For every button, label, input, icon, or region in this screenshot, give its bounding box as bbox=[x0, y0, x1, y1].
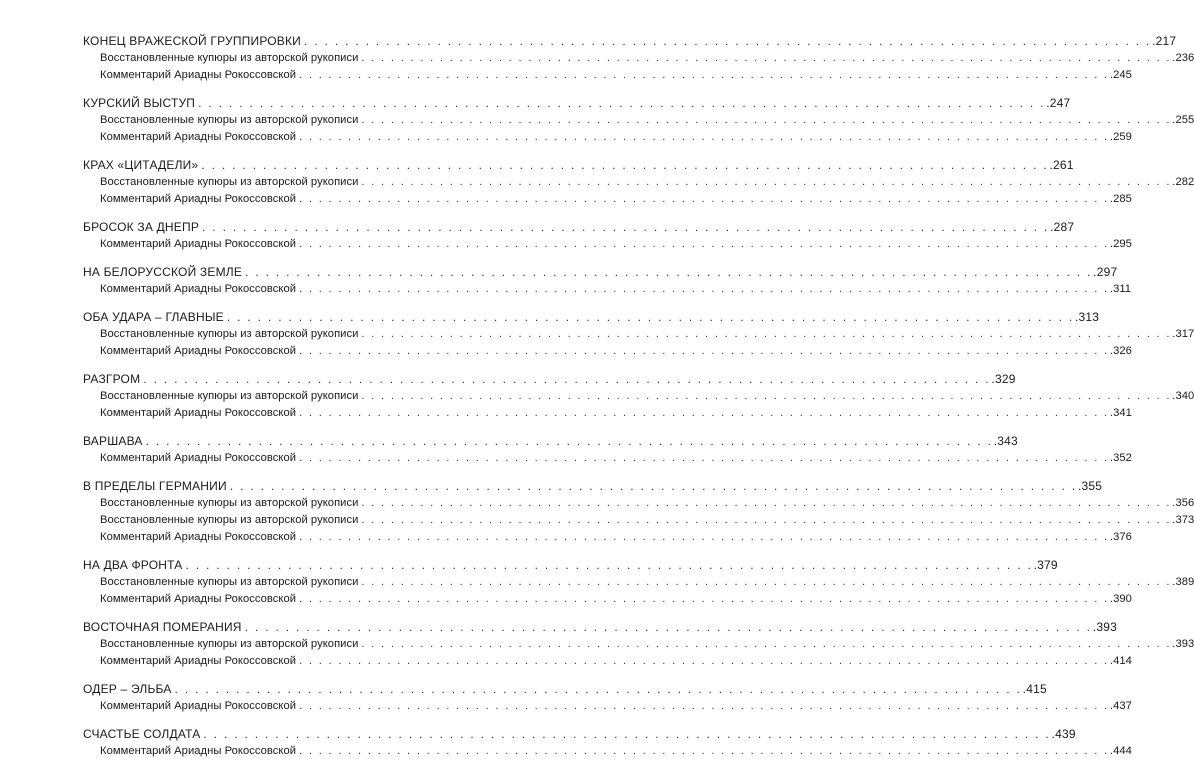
toc-subentry[interactable] bbox=[83, 67, 1132, 84]
toc-subentry[interactable] bbox=[83, 388, 1194, 405]
toc-section bbox=[83, 681, 1132, 715]
toc-section bbox=[83, 433, 1132, 467]
subentry-label: Комментарий Ариадны Рокоссовской bbox=[100, 452, 297, 464]
subentry-label: Восстановленные купюры из авторской рукописи bbox=[100, 514, 359, 526]
page-number: .317 bbox=[1172, 328, 1194, 340]
subentry-label: Восстановленные купюры из авторской рукописи bbox=[100, 390, 359, 402]
dot-leader: . . . . . . . . . . . . . . . . . . . . . . . . . . . . . . . . . . . . . . . . . . . . . . . . . . . . . . . . . . . . . . . . . . . . . . . . . . . . . . . . . . . bbox=[299, 69, 1109, 81]
dot-leader: . . . . . . . . . . . . . . . . . . . . . . . . . . . . . . . . . . . . . . . . . . . . . . . . . . . . . . . . . . . . . . . . . . . . . . . . . . . . . . . . . . . bbox=[174, 682, 1022, 696]
page-number: .285 bbox=[1109, 193, 1132, 205]
toc-section bbox=[83, 726, 1132, 760]
chapter-title: СЧАСТЬЕ СОЛДАТА bbox=[83, 727, 201, 741]
dot-leader: . . . . . . . . . . . . . . . . . . . . . . . . . . . . . . . . . . . . . . . . . . . . . . . . . . . . . . . . . . . . . . . . . . . . . . . . . . . . . . . . . . . bbox=[245, 265, 1093, 279]
dot-leader: . . . . . . . . . . . . . . . . . . . . . . . . . . . . . . . . . . . . . . . . . . . . . . . . . . . . . . . . . . . . . . . . . . . . . . . . . . . . . . . . . . . bbox=[201, 158, 1049, 172]
toc-subentry[interactable] bbox=[83, 191, 1132, 208]
dot-leader: . . . . . . . . . . . . . . . . . . . . . . . . . . . . . . . . . . . . . . . . . . . . . . . . . . . . . . . . . . . . . . . . . . . . . . . . . . . . . . . . . . . bbox=[361, 514, 1172, 526]
dot-leader: . . . . . . . . . . . . . . . . . . . . . . . . . . . . . . . . . . . . . . . . . . . . . . . . . . . . . . . . . . . . . . . . . . . . . . . . . . . . . . . . . . . bbox=[203, 727, 1051, 741]
toc-chapter-entry[interactable] bbox=[83, 33, 1177, 50]
toc-chapter-entry[interactable] bbox=[83, 95, 1071, 112]
dot-leader: . . . . . . . . . . . . . . . . . . . . . . . . . . . . . . . . . . . . . . . . . . . . . . . . . . . . . . . . . . . . . . . . . . . . . . . . . . . . . . . . . . . bbox=[361, 497, 1172, 509]
subentry-label: Комментарий Ариадны Рокоссовской bbox=[100, 745, 297, 757]
chapter-title: ОДЕР – ЭЛЬБА bbox=[83, 682, 172, 696]
dot-leader: . . . . . . . . . . . . . . . . . . . . . . . . . . . . . . . . . . . . . . . . . . . . . . . . . . . . . . . . . . . . . . . . . . . . . . . . . . . . . . . . . . . bbox=[185, 558, 1033, 572]
subentry-label: Комментарий Ариадны Рокоссовской bbox=[100, 700, 297, 712]
subentry-label: Комментарий Ариадны Рокоссовской bbox=[100, 593, 297, 605]
chapter-title: НА БЕЛОРУССКОЙ ЗЕМЛЕ bbox=[83, 265, 243, 279]
toc-subentry[interactable] bbox=[83, 529, 1132, 546]
toc-chapter-entry[interactable] bbox=[83, 219, 1075, 236]
page-number: .295 bbox=[1109, 238, 1132, 250]
page-number: .255 bbox=[1172, 114, 1194, 126]
dot-leader: . . . . . . . . . . . . . . . . . . . . . . . . . . . . . . . . . . . . . . . . . . . . . . . . . . . . . . . . . . . . . . . . . . . . . . . . . . . . . . . . . . . bbox=[299, 345, 1109, 357]
toc-subentry[interactable] bbox=[83, 653, 1132, 670]
page-number: .261 bbox=[1049, 158, 1074, 172]
dot-leader: . . . . . . . . . . . . . . . . . . . . . . . . . . . . . . . . . . . . . . . . . . . . . . . . . . . . . . . . . . . . . . . . . . . . . . . . . . . . . . . . . . . bbox=[361, 176, 1172, 188]
toc-subentry[interactable] bbox=[83, 112, 1194, 129]
dot-leader: . . . . . . . . . . . . . . . . . . . . . . . . . . . . . . . . . . . . . . . . . . . . . . . . . . . . . . . . . . . . . . . . . . . . . . . . . . . . . . . . . . . bbox=[299, 655, 1109, 667]
dot-leader: . . . . . . . . . . . . . . . . . . . . . . . . . . . . . . . . . . . . . . . . . . . . . . . . . . . . . . . . . . . . . . . . . . . . . . . . . . . . . . . . . . . bbox=[299, 452, 1109, 464]
toc-chapter-entry[interactable] bbox=[83, 309, 1100, 326]
toc-subentry[interactable] bbox=[83, 405, 1132, 422]
toc-subentry[interactable] bbox=[83, 236, 1132, 253]
toc-chapter-entry[interactable] bbox=[83, 371, 1016, 388]
toc-chapter-entry[interactable] bbox=[83, 681, 1047, 698]
subentry-label: Комментарий Ариадны Рокоссовской bbox=[100, 345, 297, 357]
subentry-label: Комментарий Ариадны Рокоссовской bbox=[100, 69, 297, 81]
page-number: .389 bbox=[1172, 576, 1194, 588]
toc-chapter-entry[interactable] bbox=[83, 478, 1103, 495]
page-number: .245 bbox=[1109, 69, 1132, 81]
dot-leader: . . . . . . . . . . . . . . . . . . . . . . . . . . . . . . . . . . . . . . . . . . . . . . . . . . . . . . . . . . . . . . . . . . . . . . . . . . . . . . . . . . . bbox=[198, 96, 1046, 110]
page-number: .393 bbox=[1172, 638, 1194, 650]
page-number: .379 bbox=[1033, 558, 1058, 572]
toc-subentry[interactable] bbox=[83, 50, 1194, 67]
dot-leader: . . . . . . . . . . . . . . . . . . . . . . . . . . . . . . . . . . . . . . . . . . . . . . . . . . . . . . . . . . . . . . . . . . . . . . . . . . . . . . . . . . . bbox=[299, 193, 1109, 205]
page-number: .311 bbox=[1109, 283, 1132, 295]
page-number: .297 bbox=[1093, 265, 1118, 279]
dot-leader: . . . . . . . . . . . . . . . . . . . . . . . . . . . . . . . . . . . . . . . . . . . . . . . . . . . . . . . . . . . . . . . . . . . . . . . . . . . . . . . . . . . bbox=[361, 114, 1172, 126]
subentry-label: Восстановленные купюры из авторской рукописи bbox=[100, 328, 359, 340]
dot-leader: . . . . . . . . . . . . . . . . . . . . . . . . . . . . . . . . . . . . . . . . . . . . . . . . . . . . . . . . . . . . . . . . . . . . . . . . . . . . . . . . . . . bbox=[299, 238, 1109, 250]
dot-leader: . . . . . . . . . . . . . . . . . . . . . . . . . . . . . . . . . . . . . . . . . . . . . . . . . . . . . . . . . . . . . . . . . . . . . . . . . . . . . . . . . . . bbox=[145, 434, 993, 448]
dot-leader: . . . . . . . . . . . . . . . . . . . . . . . . . . . . . . . . . . . . . . . . . . . . . . . . . . . . . . . . . . . . . . . . . . . . . . . . . . . . . . . . . . . bbox=[304, 34, 1152, 48]
toc-section bbox=[83, 557, 1194, 608]
dot-leader: . . . . . . . . . . . . . . . . . . . . . . . . . . . . . . . . . . . . . . . . . . . . . . . . . . . . . . . . . . . . . . . . . . . . . . . . . . . . . . . . . . . bbox=[229, 479, 1077, 493]
dot-leader: . . . . . . . . . . . . . . . . . . . . . . . . . . . . . . . . . . . . . . . . . . . . . . . . . . . . . . . . . . . . . . . . . . . . . . . . . . . . . . . . . . . bbox=[299, 593, 1109, 605]
toc-subentry[interactable] bbox=[83, 743, 1132, 760]
page-number: .373 bbox=[1172, 514, 1194, 526]
chapter-title: РАЗГРОМ bbox=[83, 372, 141, 386]
subentry-label: Комментарий Ариадны Рокоссовской bbox=[100, 283, 297, 295]
chapter-title: НА ДВА ФРОНТА bbox=[83, 558, 183, 572]
dot-leader: . . . . . . . . . . . . . . . . . . . . . . . . . . . . . . . . . . . . . . . . . . . . . . . . . . . . . . . . . . . . . . . . . . . . . . . . . . . . . . . . . . . bbox=[361, 52, 1172, 64]
toc-subentry[interactable] bbox=[83, 343, 1132, 360]
page-number: .352 bbox=[1109, 452, 1132, 464]
table-of-contents bbox=[83, 33, 1194, 771]
toc-subentry[interactable] bbox=[83, 636, 1194, 653]
dot-leader: . . . . . . . . . . . . . . . . . . . . . . . . . . . . . . . . . . . . . . . . . . . . . . . . . . . . . . . . . . . . . . . . . . . . . . . . . . . . . . . . . . . bbox=[202, 220, 1050, 234]
subentry-label: Восстановленные купюры из авторской рукописи bbox=[100, 114, 359, 126]
dot-leader: . . . . . . . . . . . . . . . . . . . . . . . . . . . . . . . . . . . . . . . . . . . . . . . . . . . . . . . . . . . . . . . . . . . . . . . . . . . . . . . . . . . bbox=[299, 407, 1109, 419]
page-number: .217 bbox=[1152, 34, 1177, 48]
toc-section bbox=[83, 95, 1194, 146]
toc-subentry[interactable] bbox=[83, 174, 1194, 191]
page-number: .287 bbox=[1050, 220, 1075, 234]
dot-leader: . . . . . . . . . . . . . . . . . . . . . . . . . . . . . . . . . . . . . . . . . . . . . . . . . . . . . . . . . . . . . . . . . . . . . . . . . . . . . . . . . . . bbox=[143, 372, 991, 386]
chapter-title: КУРСКИЙ ВЫСТУП bbox=[83, 96, 196, 110]
page-number: .343 bbox=[993, 434, 1018, 448]
toc-subentry[interactable] bbox=[83, 281, 1132, 298]
toc-subentry[interactable] bbox=[83, 450, 1132, 467]
toc-subentry[interactable] bbox=[83, 698, 1132, 715]
page-number: .437 bbox=[1109, 700, 1132, 712]
toc-section bbox=[83, 219, 1132, 253]
page-number: .326 bbox=[1109, 345, 1132, 357]
chapter-title: ВОСТОЧНАЯ ПОМЕРАНИЯ bbox=[83, 620, 242, 634]
page-number: .376 bbox=[1109, 531, 1132, 543]
toc-section bbox=[83, 264, 1132, 298]
toc-chapter-entry[interactable] bbox=[83, 726, 1076, 743]
dot-leader: . . . . . . . . . . . . . . . . . . . . . . . . . . . . . . . . . . . . . . . . . . . . . . . . . . . . . . . . . . . . . . . . . . . . . . . . . . . . . . . . . . . bbox=[299, 745, 1109, 757]
toc-subentry[interactable] bbox=[83, 326, 1194, 343]
subentry-label: Комментарий Ариадны Рокоссовской bbox=[100, 655, 297, 667]
chapter-title: В ПРЕДЕЛЫ ГЕРМАНИИ bbox=[83, 479, 227, 493]
page-number: .393 bbox=[1092, 620, 1117, 634]
page-number: .414 bbox=[1109, 655, 1132, 667]
page-number: .236 bbox=[1172, 52, 1194, 64]
page-number: .341 bbox=[1109, 407, 1132, 419]
toc-chapter-entry[interactable] bbox=[83, 619, 1117, 636]
subentry-label: Восстановленные купюры из авторской рукописи bbox=[100, 176, 359, 188]
page-number: .340 bbox=[1172, 390, 1194, 402]
toc-subentry[interactable] bbox=[83, 512, 1194, 529]
dot-leader: . . . . . . . . . . . . . . . . . . . . . . . . . . . . . . . . . . . . . . . . . . . . . . . . . . . . . . . . . . . . . . . . . . . . . . . . . . . . . . . . . . . bbox=[299, 283, 1109, 295]
dot-leader: . . . . . . . . . . . . . . . . . . . . . . . . . . . . . . . . . . . . . . . . . . . . . . . . . . . . . . . . . . . . . . . . . . . . . . . . . . . . . . . . . . . bbox=[299, 700, 1109, 712]
chapter-title: КРАХ «ЦИТАДЕЛИ» bbox=[83, 158, 199, 172]
dot-leader: . . . . . . . . . . . . . . . . . . . . . . . . . . . . . . . . . . . . . . . . . . . . . . . . . . . . . . . . . . . . . . . . . . . . . . . . . . . . . . . . . . . bbox=[299, 131, 1109, 143]
page-number: .390 bbox=[1109, 593, 1132, 605]
toc-section bbox=[83, 619, 1194, 670]
page-number: .329 bbox=[991, 372, 1016, 386]
subentry-label: Восстановленные купюры из авторской рукописи bbox=[100, 497, 359, 509]
toc-section bbox=[83, 157, 1194, 208]
subentry-label: Комментарий Ариадны Рокоссовской bbox=[100, 407, 297, 419]
toc-subentry[interactable] bbox=[83, 591, 1132, 608]
toc-section bbox=[83, 33, 1194, 84]
page-number: .415 bbox=[1022, 682, 1047, 696]
page-number: .313 bbox=[1074, 310, 1100, 324]
page-number: .444 bbox=[1109, 745, 1132, 757]
toc-chapter-entry[interactable] bbox=[83, 557, 1058, 574]
subentry-label: Комментарий Ариадны Рокоссовской bbox=[100, 193, 297, 205]
toc-chapter-entry[interactable] bbox=[83, 433, 1018, 450]
page-number: .259 bbox=[1109, 131, 1132, 143]
chapter-title: ОБА УДАРА – ГЛАВНЫЕ bbox=[83, 310, 224, 324]
subentry-label: Восстановленные купюры из авторской рукописи bbox=[100, 52, 359, 64]
chapter-title: ВАРШАВА bbox=[83, 434, 143, 448]
toc-section bbox=[83, 478, 1194, 546]
dot-leader: . . . . . . . . . . . . . . . . . . . . . . . . . . . . . . . . . . . . . . . . . . . . . . . . . . . . . . . . . . . . . . . . . . . . . . . . . . . . . . . . . . . bbox=[299, 531, 1109, 543]
page-number: .247 bbox=[1046, 96, 1071, 110]
page-number: .355 bbox=[1077, 479, 1103, 493]
dot-leader: . . . . . . . . . . . . . . . . . . . . . . . . . . . . . . . . . . . . . . . . . . . . . . . . . . . . . . . . . . . . . . . . . . . . . . . . . . . . . . . . . . . bbox=[361, 576, 1172, 588]
dot-leader: . . . . . . . . . . . . . . . . . . . . . . . . . . . . . . . . . . . . . . . . . . . . . . . . . . . . . . . . . . . . . . . . . . . . . . . . . . . . . . . . . . . bbox=[226, 310, 1074, 324]
subentry-label: Комментарий Ариадны Рокоссовской bbox=[100, 238, 297, 250]
toc-subentry[interactable] bbox=[83, 129, 1132, 146]
subentry-label: Комментарий Ариадны Рокоссовской bbox=[100, 531, 297, 543]
toc-subentry[interactable] bbox=[83, 495, 1194, 512]
toc-section bbox=[83, 309, 1194, 360]
dot-leader: . . . . . . . . . . . . . . . . . . . . . . . . . . . . . . . . . . . . . . . . . . . . . . . . . . . . . . . . . . . . . . . . . . . . . . . . . . . . . . . . . . . bbox=[244, 620, 1092, 634]
toc-chapter-entry[interactable] bbox=[83, 157, 1074, 174]
chapter-title: БРОСОК ЗА ДНЕПР bbox=[83, 220, 200, 234]
subentry-label: Комментарий Ариадны Рокоссовской bbox=[100, 131, 297, 143]
subentry-label: Восстановленные купюры из авторской рукописи bbox=[100, 638, 359, 650]
toc-subentry[interactable] bbox=[83, 574, 1194, 591]
subentry-label: Восстановленные купюры из авторской рукописи bbox=[100, 576, 359, 588]
page-number: .282 bbox=[1172, 176, 1194, 188]
page-number: .439 bbox=[1051, 727, 1076, 741]
chapter-title: КОНЕЦ ВРАЖЕСКОЙ ГРУППИРОВКИ bbox=[83, 34, 302, 48]
dot-leader: . . . . . . . . . . . . . . . . . . . . . . . . . . . . . . . . . . . . . . . . . . . . . . . . . . . . . . . . . . . . . . . . . . . . . . . . . . . . . . . . . . . bbox=[361, 328, 1172, 340]
toc-section bbox=[83, 371, 1194, 422]
dot-leader: . . . . . . . . . . . . . . . . . . . . . . . . . . . . . . . . . . . . . . . . . . . . . . . . . . . . . . . . . . . . . . . . . . . . . . . . . . . . . . . . . . . bbox=[361, 638, 1172, 650]
page-number: .356 bbox=[1172, 497, 1194, 509]
dot-leader: . . . . . . . . . . . . . . . . . . . . . . . . . . . . . . . . . . . . . . . . . . . . . . . . . . . . . . . . . . . . . . . . . . . . . . . . . . . . . . . . . . . bbox=[361, 390, 1172, 402]
toc-chapter-entry[interactable] bbox=[83, 264, 1118, 281]
